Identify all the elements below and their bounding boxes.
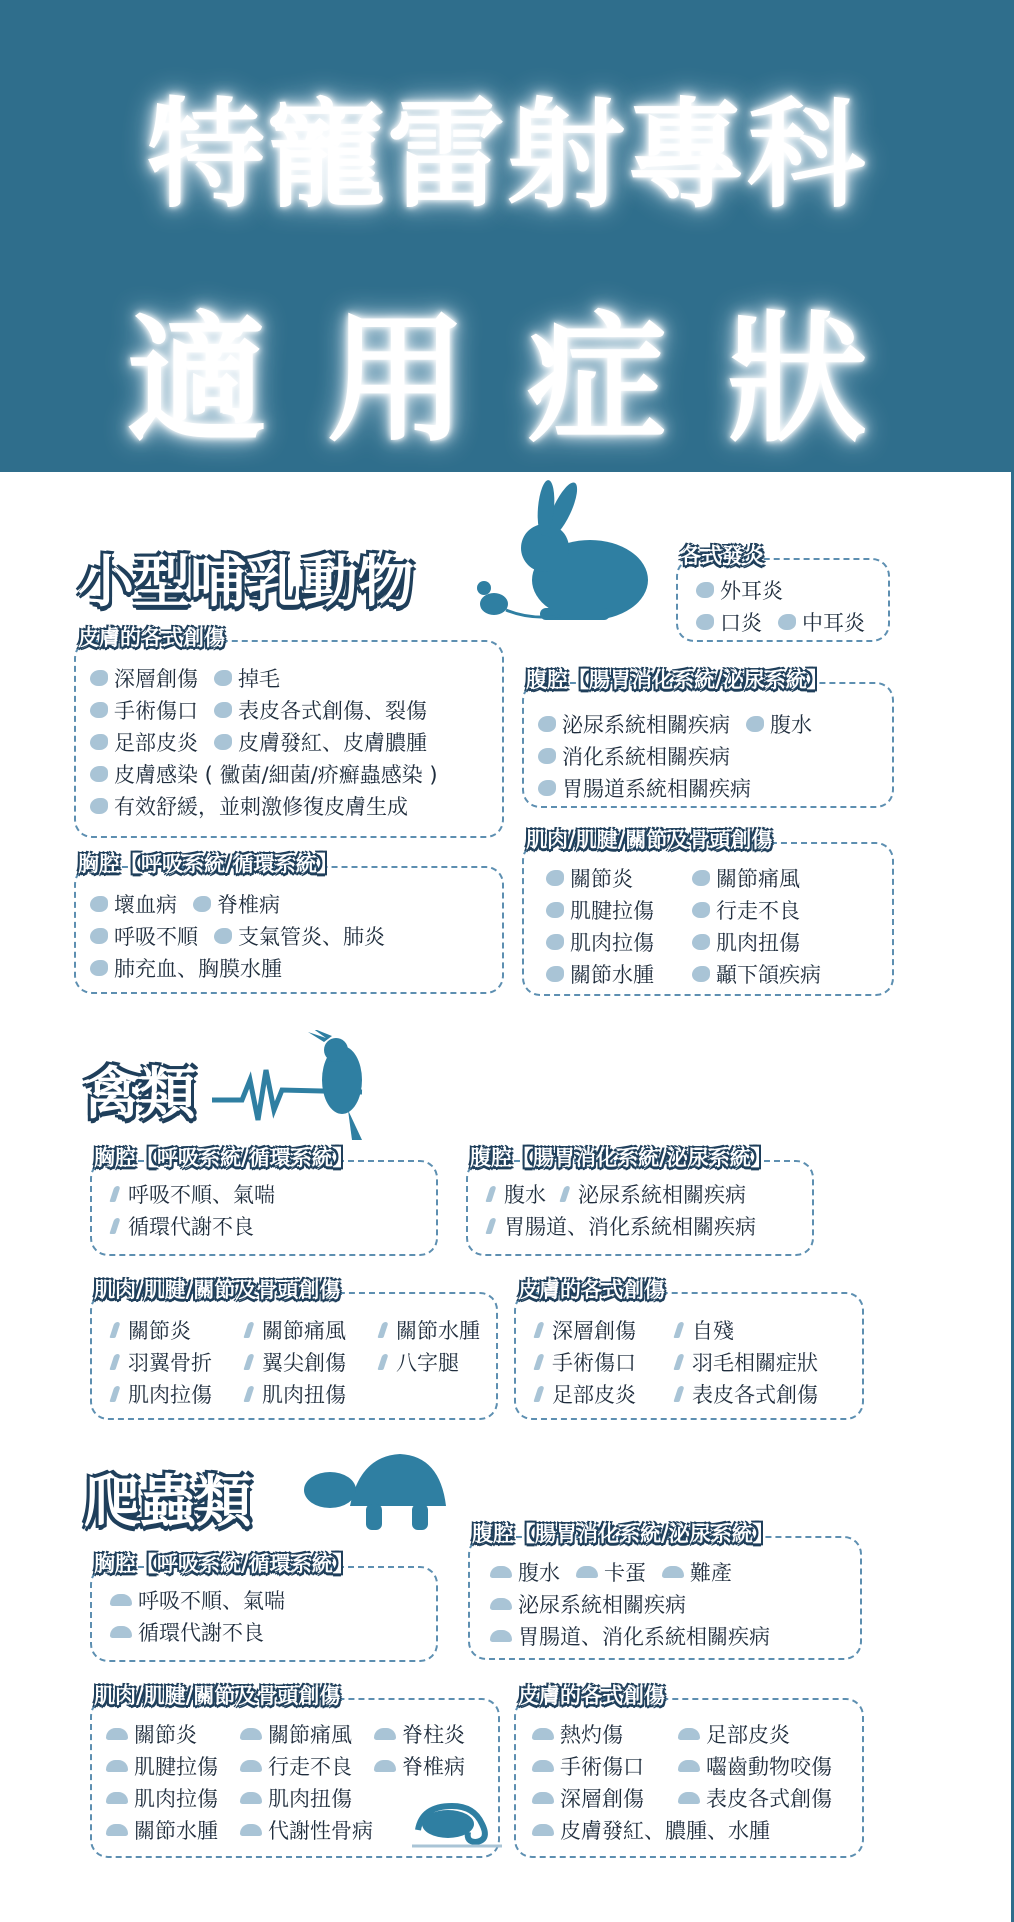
list-item: 肌腱拉傷	[546, 895, 676, 925]
list-item: 胃腸道系統相關疾病	[538, 773, 751, 803]
rabbit-icon	[696, 614, 714, 630]
list-item: 泌尿系統相關疾病	[490, 1589, 686, 1619]
list-item: 行走不良	[692, 895, 800, 925]
rabbit-icon	[90, 896, 108, 912]
turtle-icon	[490, 1566, 512, 1578]
list-item: 關節痛風	[240, 1719, 358, 1749]
rep-skin-label: 皮膚的各式創傷	[518, 1684, 665, 1708]
list-item: 關節炎	[112, 1315, 230, 1345]
list-item: 外耳炎	[696, 575, 783, 605]
list-item: 腹水	[490, 1557, 560, 1587]
turtle-icon	[532, 1728, 554, 1740]
list-item: 自殘	[676, 1315, 734, 1345]
sm-abdomen-label: 腹腔【腸胃消化系統/泌尿系統】	[526, 668, 828, 692]
rep-skin-box	[514, 1684, 864, 1858]
list-item: 呼吸不順、氣喘	[112, 1179, 275, 1209]
sm-skin-label: 皮膚的各式創傷	[78, 626, 225, 650]
rabbit-icon	[214, 734, 232, 750]
feather-icon	[109, 1354, 120, 1370]
list-item: 呼吸不順、氣喘	[110, 1585, 285, 1615]
rabbit-icon	[90, 960, 108, 976]
list-item: 肺充血、胸膜水腫	[90, 953, 282, 983]
feather-icon	[533, 1354, 544, 1370]
feather-icon	[533, 1386, 544, 1402]
turtle-icon	[576, 1566, 598, 1578]
turtle-icon	[240, 1824, 262, 1836]
list-item: 肌肉扭傷	[246, 1379, 346, 1409]
feather-icon	[109, 1218, 120, 1234]
list-item: 脊椎病	[193, 889, 280, 919]
page-subtitle: 適用症狀	[126, 299, 927, 462]
rabbit-icon	[546, 934, 564, 950]
list-item: 關節水腫	[106, 1815, 224, 1845]
rabbit-icon	[696, 582, 714, 598]
list-item: 八字腿	[380, 1347, 459, 1377]
bird-chest-box	[90, 1146, 438, 1256]
list-item: 表皮各式創傷、裂傷	[214, 695, 427, 725]
chameleon-silhouette	[412, 1790, 504, 1850]
turtle-icon	[240, 1792, 262, 1804]
list-item: 關節痛風	[246, 1315, 364, 1345]
turtle-icon	[678, 1760, 700, 1772]
list-item: 手術傷口	[536, 1347, 660, 1377]
turtle-icon	[662, 1566, 684, 1578]
list-item: 關節水腫	[380, 1315, 480, 1345]
feather-icon	[377, 1354, 388, 1370]
rabbit-icon	[538, 716, 556, 732]
sm-skin-box	[74, 626, 504, 838]
bird-skin-label: 皮膚的各式創傷	[518, 1278, 665, 1302]
rabbit-icon	[90, 670, 108, 686]
list-item: 腹水	[488, 1179, 546, 1209]
feather-icon	[109, 1186, 120, 1202]
rabbit-icon	[538, 780, 556, 796]
feather-icon	[559, 1186, 570, 1202]
list-item: 顳下頜疾病	[692, 959, 821, 989]
list-item: 肌肉拉傷	[106, 1783, 224, 1813]
rabbit-icon	[90, 702, 108, 718]
turtle-icon	[490, 1630, 512, 1642]
list-item: 代謝性骨病	[240, 1815, 373, 1845]
bird-chest-label: 胸腔【呼吸系統/循環系統】	[94, 1146, 354, 1170]
list-item: 深層創傷	[536, 1315, 660, 1345]
rabbit-icon	[538, 748, 556, 764]
turtle-icon	[240, 1728, 262, 1740]
feather-icon	[243, 1354, 254, 1370]
list-item: 循環代謝不良	[112, 1211, 254, 1241]
feather-icon	[485, 1218, 496, 1234]
list-item: 難產	[662, 1557, 732, 1587]
turtle-icon	[106, 1824, 128, 1836]
list-item: 皮膚發紅、膿腫、水腫	[532, 1815, 770, 1845]
list-item: 泌尿系統相關疾病	[562, 1179, 746, 1209]
rabbit-icon	[214, 928, 232, 944]
list-item: 表皮各式創傷	[678, 1783, 832, 1813]
list-item: 足部皮炎	[678, 1719, 790, 1749]
rabbit-icon	[546, 902, 564, 918]
feather-icon	[485, 1186, 496, 1202]
bird-abdomen-label: 腹腔【腸胃消化系統/泌尿系統】	[470, 1146, 772, 1170]
list-item: 消化系統相關疾病	[538, 741, 730, 771]
rabbit-icon	[546, 870, 564, 886]
turtle-icon	[110, 1626, 132, 1638]
feather-icon	[243, 1322, 254, 1338]
rabbit-icon	[692, 902, 710, 918]
rabbit-icon	[778, 614, 796, 630]
sm-chest-label: 胸腔【呼吸系統/循環系統】	[78, 852, 338, 876]
list-item: 泌尿系統相關疾病	[538, 709, 730, 739]
rabbit-icon	[692, 870, 710, 886]
rep-muscle-label: 肌肉/肌腱/關節及骨頭創傷	[94, 1684, 341, 1708]
list-item: 有效舒緩，並刺激修復皮膚生成	[90, 791, 408, 821]
list-item: 手術傷口	[532, 1751, 662, 1781]
list-item: 口炎	[696, 607, 762, 637]
rabbit-icon	[546, 966, 564, 982]
list-item: 深層創傷	[90, 663, 198, 693]
list-item: 深層創傷	[532, 1783, 662, 1813]
list-item: 脊柱炎	[374, 1719, 465, 1749]
list-item: 胃腸道、消化系統相關疾病	[488, 1211, 756, 1241]
list-item: 卡蛋	[576, 1557, 646, 1587]
list-item: 壞血病	[90, 889, 177, 919]
rabbit-icon	[214, 702, 232, 718]
list-item: 皮膚發紅、皮膚膿腫	[214, 727, 427, 757]
list-item: 手術傷口	[90, 695, 198, 725]
feather-icon	[673, 1322, 684, 1338]
list-item: 中耳炎	[778, 607, 865, 637]
sm-chest-box	[74, 852, 504, 994]
turtle-icon	[240, 1760, 262, 1772]
rabbit-icon	[692, 934, 710, 950]
list-item: 熱灼傷	[532, 1719, 662, 1749]
list-item: 關節炎	[546, 863, 676, 893]
page-title: 特寵雷射專科	[146, 86, 867, 224]
feather-icon	[673, 1354, 684, 1370]
rabbit-icon	[90, 798, 108, 814]
list-item: 腹水	[746, 709, 812, 739]
list-item: 肌腱拉傷	[106, 1751, 224, 1781]
rabbit-mouse-silhouette	[470, 480, 670, 630]
list-item: 呼吸不順	[90, 921, 198, 951]
section-title-birds: 禽類	[84, 1062, 196, 1127]
sm-inflammation-label: 各式發炎	[680, 544, 764, 568]
list-item: 關節痛風	[692, 863, 800, 893]
feather-icon	[243, 1386, 254, 1402]
tortoise-silhouette	[300, 1446, 450, 1536]
list-item: 羽翼骨折	[112, 1347, 230, 1377]
parrot-heartbeat-silhouette	[212, 1030, 392, 1140]
list-item: 肌肉扭傷	[240, 1783, 352, 1813]
turtle-icon	[532, 1760, 554, 1772]
list-item: 循環代謝不良	[110, 1617, 264, 1647]
rabbit-icon	[193, 896, 211, 912]
list-item: 支氣管炎、肺炎	[214, 921, 385, 951]
bird-muscle-label: 肌肉/肌腱/關節及骨頭創傷	[94, 1278, 341, 1302]
turtle-icon	[106, 1792, 128, 1804]
rabbit-icon	[90, 734, 108, 750]
rabbit-icon	[746, 716, 764, 732]
section-title-reptiles: 爬蟲類	[84, 1470, 252, 1535]
feather-icon	[533, 1322, 544, 1338]
sm-abdomen-box	[522, 668, 894, 808]
sm-muscle-label: 肌肉/肌腱/關節及骨頭創傷	[526, 828, 773, 852]
list-item: 皮膚感染 ( 黴菌/細菌/疥癬蟲感染 )	[90, 759, 438, 789]
turtle-icon	[374, 1760, 396, 1772]
turtle-icon	[106, 1728, 128, 1740]
turtle-icon	[678, 1728, 700, 1740]
list-item: 囓齒動物咬傷	[678, 1751, 832, 1781]
list-item: 肌肉拉傷	[546, 927, 676, 957]
turtle-icon	[374, 1728, 396, 1740]
rep-chest-label: 胸腔【呼吸系統/循環系統】	[94, 1552, 354, 1576]
header-banner	[0, 0, 1014, 472]
rabbit-icon	[692, 966, 710, 982]
list-item: 足部皮炎	[90, 727, 198, 757]
sm-muscle-box	[522, 828, 894, 996]
turtle-icon	[490, 1598, 512, 1610]
list-item: 表皮各式創傷	[676, 1379, 818, 1409]
list-item: 肌肉扭傷	[692, 927, 800, 957]
turtle-icon	[106, 1760, 128, 1772]
sm-inflammation-box	[676, 544, 890, 642]
rabbit-icon	[90, 766, 108, 782]
rep-chest-box	[90, 1552, 438, 1662]
list-item: 肌肉拉傷	[112, 1379, 230, 1409]
bird-abdomen-box	[466, 1146, 814, 1256]
turtle-icon	[532, 1824, 554, 1836]
list-item: 羽毛相關症狀	[676, 1347, 818, 1377]
feather-icon	[377, 1322, 388, 1338]
section-title-small-mammals: 小型哺乳動物	[78, 550, 414, 615]
feather-icon	[109, 1322, 120, 1338]
list-item: 關節炎	[106, 1719, 224, 1749]
list-item: 關節水腫	[546, 959, 676, 989]
rep-abdomen-box	[468, 1522, 862, 1660]
rabbit-icon	[214, 670, 232, 686]
bird-skin-box	[514, 1278, 864, 1420]
feather-icon	[109, 1386, 120, 1402]
rabbit-icon	[90, 928, 108, 944]
list-item: 足部皮炎	[536, 1379, 660, 1409]
turtle-icon	[110, 1594, 132, 1606]
rep-abdomen-label: 腹腔【腸胃消化系統/泌尿系統】	[472, 1522, 774, 1546]
turtle-icon	[532, 1792, 554, 1804]
bird-muscle-box	[90, 1278, 498, 1420]
list-item: 掉毛	[214, 663, 280, 693]
turtle-icon	[678, 1792, 700, 1804]
list-item: 胃腸道、消化系統相關疾病	[490, 1621, 770, 1651]
list-item: 行走不良	[240, 1751, 358, 1781]
list-item: 翼尖創傷	[246, 1347, 364, 1377]
list-item: 脊椎病	[374, 1751, 465, 1781]
feather-icon	[673, 1386, 684, 1402]
